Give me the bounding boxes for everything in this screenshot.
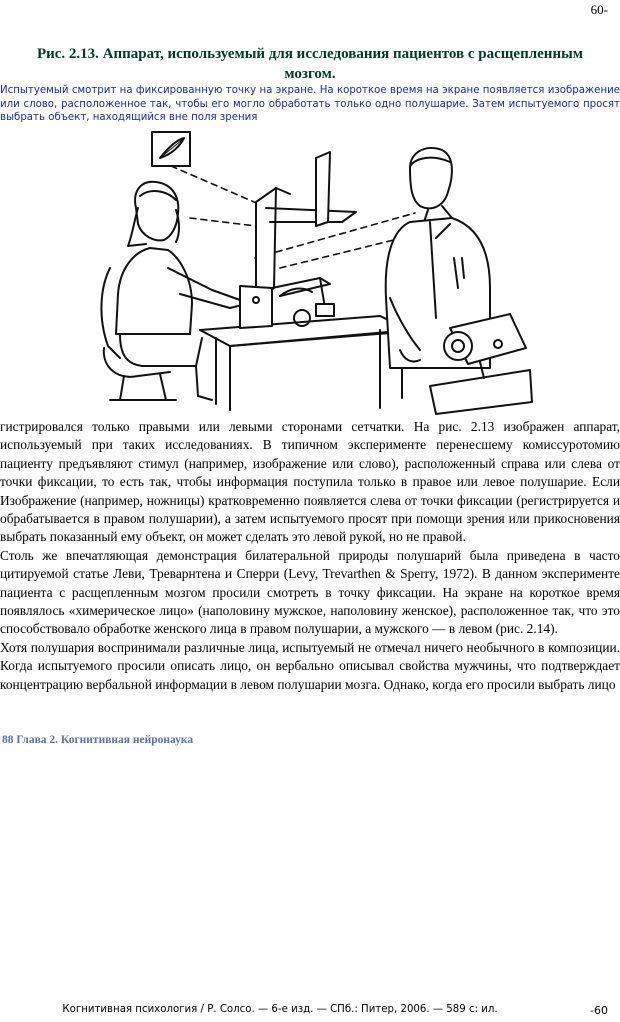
woman-subject — [101, 182, 246, 400]
body-text — [0, 418, 620, 694]
figure-caption: Испытуемый смотрит на фиксированную точку на экране. На короткое время на экране появляется изображение или слово, расположенное так, чтобы его могло обработать только одно полушарие. Затем испытуемого просят выбрать объект, находящийся вне поля зрения — [0, 85, 620, 123]
page-number-top: 60- — [590, 2, 608, 17]
bibliographic-reference: Когнитивная психология / Р. Солсо. — 6-е изд. — СПб.: Питер, 2006. — 589 с: ил. — [62, 1004, 498, 1015]
page-number-bottom: -60 — [590, 1004, 608, 1017]
body-paragraph: Хотя полушария воспринимали различные лица, испытуемый не отмечал ничего необычного в композиции. Когда испытуемого просили описать лицо, он вербально описывал свойства мужчины, что подтверждает концентрацию вербальной информации в левом полушарии мозга. Однако, когда его просили выбрать лицо — [0, 639, 620, 692]
stimulus-box — [152, 132, 190, 166]
table — [200, 316, 410, 410]
split-brain-apparatus-illustration — [80, 118, 540, 416]
body-paragraph: Столь же впечатляющая демонстрация билатеральной природы полушарий была приведена в часто цитируемой статье Леви, Треварнтена и Сперри (Levy, Trevarthen & Sperry, 1972). В данном эксперименте пациента с расщепленным мозгом просили смотреть в точку фиксации. На экране на короткое время появлялось «химерическое лицо» (наполовину мужское, наполовину женское), расположенное так, что это способствовало обработке женского лица в правом полушарии, а мужского — в левом (рис. 2.14). — [0, 547, 620, 637]
body-paragraph: гистрировался только правыми или левыми сторонами сетчатки. На рис. 2.13 изображен аппарат, используемый при таких исследованиях. В типичном эксперименте перенесшему комиссуротомию пациенту предъявляют стимул (например, изображение или слово), расположенный справа или слева от точки фиксации, то есть так, чтобы информация поступила только в правое или левое полушарие. Если Изображение (например, ножницы) кратковременно появляется слева от точки фиксации (регистрируется и обрабатывается в правом полушарии), а затем испытуемого просят при помощи зрения или прикосновения выбрать показанный ему объект, он может сделать это левой рукой, но не правой. — [0, 419, 620, 545]
chapter-footer: 88 Глава 2. Когнитивная нейронаука — [2, 734, 194, 746]
tachistoscope-apparatus — [240, 152, 356, 328]
figure-title: Рис. 2.13. Аппарат, используемый для исследования пациентов с расщепленным мозгом. — [36, 46, 584, 82]
